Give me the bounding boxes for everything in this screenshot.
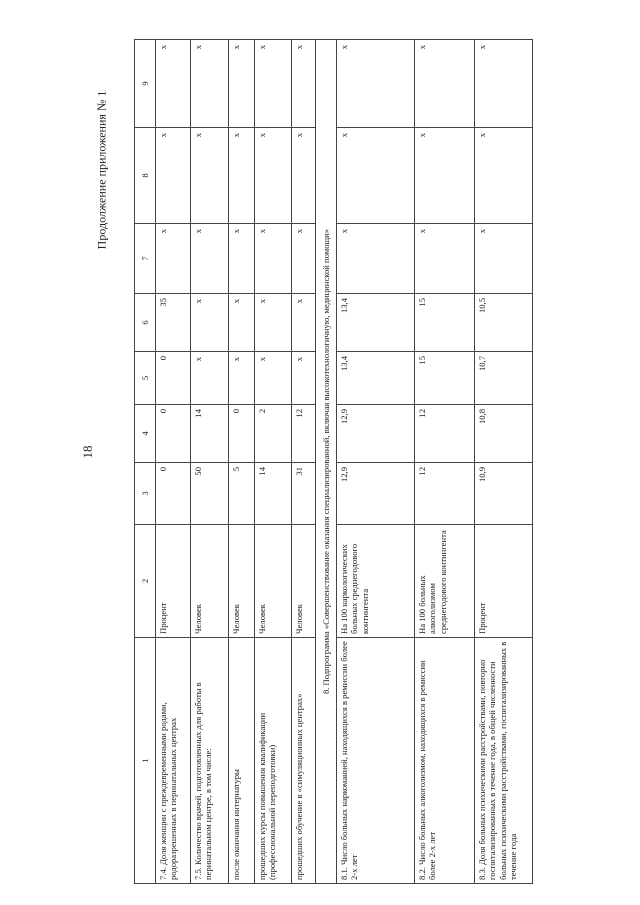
value-cell: 0: [156, 352, 191, 405]
header-cell: 9: [135, 40, 156, 128]
value-cell: x: [191, 224, 229, 294]
value-cell: x: [415, 128, 475, 224]
value-cell: x: [255, 224, 292, 294]
unit-cell: Человек: [255, 525, 292, 638]
value-cell: 12,9: [337, 463, 415, 525]
value-cell: x: [337, 224, 415, 294]
indicators-table: [134, 39, 533, 884]
table-row: [229, 40, 255, 884]
value-cell: x: [475, 128, 533, 224]
unit-cell: Человек: [191, 525, 229, 638]
indicator-name: 8.2. Число больных алкоголизмом, находящихся в ремиссии более 2-х лет: [415, 638, 475, 884]
unit-cell: Процент: [475, 525, 533, 638]
value-cell: x: [229, 40, 255, 128]
section-title: 8. Подпрограмма «Совершенствование оказания специализированной, включая высокотехнологичную, медицинской помощи»: [316, 40, 337, 884]
header-cell: 4: [135, 405, 156, 463]
value-cell: x: [229, 128, 255, 224]
value-cell: x: [255, 352, 292, 405]
value-cell: 10,8: [475, 405, 533, 463]
value-cell: 12: [415, 405, 475, 463]
value-cell: x: [337, 128, 415, 224]
indicator-name: 8.3. Доля больных психическими расстройствами, повторно госпитализированных в течение года, в общей численности больных психическими расстройствами, госпитализированных в течение года: [475, 638, 533, 884]
value-cell: 31: [292, 463, 316, 525]
value-cell: 10,9: [475, 463, 533, 525]
header-cell: 6: [135, 294, 156, 352]
value-cell: x: [255, 128, 292, 224]
value-cell: 10,5: [475, 294, 533, 352]
header-cell: 8: [135, 128, 156, 224]
table-row: [475, 40, 533, 884]
unit-cell: На 100 наркологических больных среднегодового контингента: [337, 525, 415, 638]
unit-cell: Процент: [156, 525, 191, 638]
table-row: [292, 40, 316, 884]
value-cell: x: [415, 40, 475, 128]
value-cell: x: [292, 294, 316, 352]
table-container: [134, 40, 519, 884]
value-cell: x: [229, 352, 255, 405]
value-cell: x: [255, 40, 292, 128]
header-row: [135, 40, 156, 884]
value-cell: 13,4: [337, 352, 415, 405]
value-cell: x: [475, 224, 533, 294]
table-row: [156, 40, 191, 884]
table-row: [337, 40, 415, 884]
rotated-table-area: [134, 40, 519, 884]
value-cell: x: [191, 294, 229, 352]
header-cell: 7: [135, 224, 156, 294]
unit-cell: На 100 больных алкоголизмом среднегодового контингента: [415, 525, 475, 638]
unit-cell: Человек: [229, 525, 255, 638]
value-cell: 12,9: [337, 405, 415, 463]
section-row: [316, 40, 337, 884]
value-cell: x: [191, 128, 229, 224]
value-cell: x: [156, 128, 191, 224]
value-cell: x: [292, 352, 316, 405]
value-cell: 0: [156, 405, 191, 463]
value-cell: 2: [255, 405, 292, 463]
value-cell: x: [156, 224, 191, 294]
value-cell: x: [255, 294, 292, 352]
value-cell: x: [191, 40, 229, 128]
value-cell: x: [337, 40, 415, 128]
header-cell: 5: [135, 352, 156, 405]
value-cell: 0: [156, 463, 191, 525]
appendix-title: Продолжение приложения № 1: [94, 90, 109, 250]
value-cell: 15: [415, 352, 475, 405]
value-cell: x: [292, 224, 316, 294]
value-cell: 50: [191, 463, 229, 525]
value-cell: 5: [229, 463, 255, 525]
value-cell: x: [191, 352, 229, 405]
indicator-name: 7.4. Доля женщин с преждевременными родами, родоразрешенных в перинатальных центрах: [156, 638, 191, 884]
value-cell: 14: [191, 405, 229, 463]
indicator-name: 8.1. Число больных наркоманией, находящихся в ремиссии более 2-х лет: [337, 638, 415, 884]
value-cell: x: [415, 224, 475, 294]
indicator-name: после окончания интернатуры: [229, 638, 255, 884]
table-row: [415, 40, 475, 884]
header-cell: 1: [135, 638, 156, 884]
indicator-name: прошедших обучение в «симуляционных центрах»: [292, 638, 316, 884]
header-cell: 2: [135, 525, 156, 638]
value-cell: 15: [415, 294, 475, 352]
value-cell: 12: [292, 405, 316, 463]
table-row: [191, 40, 229, 884]
value-cell: x: [156, 40, 191, 128]
value-cell: 13,4: [337, 294, 415, 352]
value-cell: 14: [255, 463, 292, 525]
indicator-name: 7.5. Количество врачей, подготовленных для работы в перинатальном центре, в том числе:: [191, 638, 229, 884]
value-cell: 10,7: [475, 352, 533, 405]
unit-cell: Человек: [292, 525, 316, 638]
value-cell: x: [229, 294, 255, 352]
value-cell: x: [229, 224, 255, 294]
header-cell: 3: [135, 463, 156, 525]
value-cell: x: [292, 40, 316, 128]
value-cell: 12: [415, 463, 475, 525]
value-cell: 0: [229, 405, 255, 463]
page-number: 18: [80, 445, 95, 459]
table-row: [255, 40, 292, 884]
value-cell: x: [292, 128, 316, 224]
value-cell: x: [475, 40, 533, 128]
indicator-name: прошедших курсы повышения квалификации (профессиональной переподготовки): [255, 638, 292, 884]
value-cell: 35: [156, 294, 191, 352]
